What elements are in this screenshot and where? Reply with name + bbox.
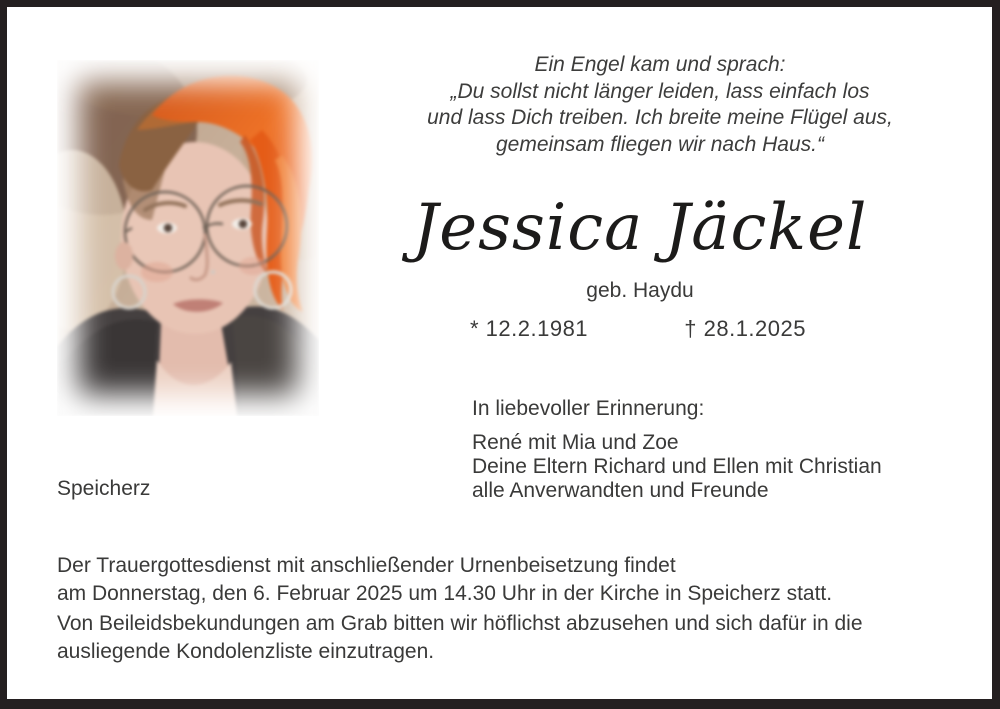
mourner-line: Deine Eltern Richard und Ellen mit Christian [472, 455, 882, 478]
poem-line: „Du sollst nicht länger leiden, lass einfach los [450, 79, 870, 103]
poem-line: und lass Dich treiben. Ich breite meine Flügel aus, [427, 106, 893, 129]
memorial-poem [380, 52, 940, 158]
mourner-line: alle Anverwandten und Freunde [472, 479, 769, 502]
remembrance-block [472, 397, 882, 503]
portrait-photo [57, 60, 319, 416]
death-date: † 28.1.2025 [684, 316, 806, 341]
remembrance-heading: In liebevoller Erinnerung: [472, 397, 705, 420]
service-line: Der Trauergottesdienst mit anschließender Urnenbeisetzung findet [57, 554, 676, 577]
poem-line: Ein Engel kam und sprach: [534, 53, 786, 76]
service-details [57, 552, 957, 607]
birth-date: * 12.2.1981 [470, 316, 589, 341]
condolence-note [57, 610, 957, 665]
maiden-name: geb. Haydu [586, 279, 694, 302]
mourner-line: René mit Mia und Zoe [472, 431, 679, 454]
deceased-name: Jessica Jäckel [412, 191, 868, 265]
portrait-illustration [57, 60, 319, 416]
service-line: am Donnerstag, den 6. Februar 2025 um 14.30 Uhr in der Kirche in Speicherz statt. [57, 581, 833, 605]
place-name: Speicherz [57, 477, 151, 500]
life-dates [470, 316, 806, 342]
condolence-line: Von Beileidsbekundungen am Grab bitten wir höflichst abzusehen und sich dafür in die [57, 612, 863, 635]
poem-line: gemeinsam fliegen wir nach Haus.“ [496, 132, 824, 156]
condolence-line: ausliegende Kondolenzliste einzutragen. [57, 639, 435, 663]
deceased-name-block [380, 183, 900, 303]
